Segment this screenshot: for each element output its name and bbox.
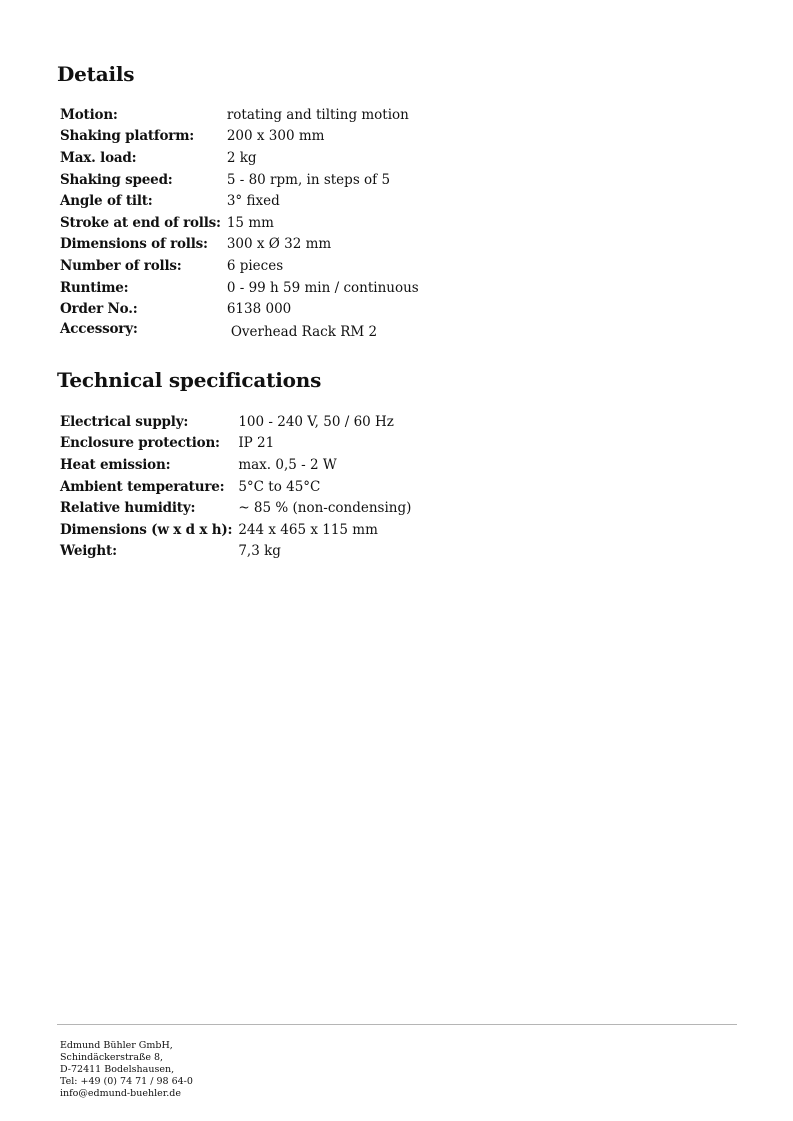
- footer-city: D-72411 Bodelshausen,: [60, 1064, 175, 1075]
- spec-value: 3° fixed: [226, 193, 280, 210]
- details-heading: Details: [57, 62, 135, 86]
- spec-value: 200 x 300 mm: [226, 128, 325, 145]
- spec-value: 244 x 465 x 115 mm: [238, 521, 378, 538]
- table-row: [57, 277, 422, 299]
- footer-phone: Tel: +49 (0) 74 71 / 98 64-0: [60, 1076, 193, 1087]
- table-row: [57, 169, 422, 191]
- footer-email-link[interactable]: info@edmund-buehler.de: [60, 1088, 181, 1099]
- spec-label: Max. load:: [60, 149, 137, 166]
- table-row: [57, 454, 414, 476]
- spec-label: Electrical supply:: [60, 413, 189, 430]
- spec-value: 6 pieces: [226, 257, 284, 274]
- spec-label: Stroke at end of rolls:: [60, 214, 221, 231]
- table-row: [57, 411, 414, 433]
- footer-company: Edmund Bühler GmbH,: [60, 1040, 173, 1051]
- table-row: [57, 541, 414, 563]
- table-row: [57, 190, 422, 212]
- details-table: [57, 104, 422, 351]
- table-row: [57, 234, 422, 256]
- spec-value: 300 x Ø 32 mm: [226, 236, 332, 253]
- table-row: [57, 147, 422, 169]
- spec-label: Accessory:: [60, 320, 138, 337]
- table-row: [57, 255, 422, 277]
- spec-value: IP 21: [238, 435, 275, 452]
- table-row: [57, 519, 414, 541]
- footer-address: [60, 1040, 193, 1100]
- spec-label: Shaking platform:: [60, 128, 195, 145]
- spec-label: Dimensions of rolls:: [60, 236, 208, 253]
- spec-value: rotating and tilting motion: [226, 106, 409, 123]
- table-row: [57, 104, 422, 126]
- table-row: [57, 497, 414, 519]
- table-row: [57, 212, 422, 234]
- spec-value: Overhead Rack RM 2: [230, 323, 378, 340]
- spec-value: 15 mm: [226, 214, 274, 231]
- spec-label: Relative humidity:: [60, 500, 196, 517]
- spec-label: Heat emission:: [60, 456, 171, 473]
- spec-label: Enclosure protection:: [60, 435, 220, 452]
- spec-value: 100 - 240 V, 50 / 60 Hz: [238, 413, 394, 430]
- footer-street: Schindäckerstraße 8,: [60, 1052, 164, 1063]
- spec-value: 2 kg: [226, 149, 257, 166]
- spec-value: 5 - 80 rpm, in steps of 5: [226, 171, 391, 188]
- spec-value: 7,3 kg: [238, 543, 281, 560]
- table-row: [57, 126, 422, 148]
- spec-label: Ambient temperature:: [60, 478, 225, 495]
- spec-label: Shaking speed:: [60, 171, 173, 188]
- spec-value: 6138 000: [226, 301, 292, 318]
- technical-specifications-table: [57, 411, 414, 562]
- table-row: [57, 298, 422, 320]
- spec-label: Number of rolls:: [60, 257, 182, 274]
- technical-specifications-heading: Technical specifications: [57, 368, 322, 392]
- footer-divider: [57, 1024, 737, 1025]
- spec-label: Motion:: [60, 106, 118, 123]
- spec-value: 5°C to 45°C: [238, 478, 321, 495]
- spec-value: 0 - 99 h 59 min / continuous: [226, 279, 419, 296]
- spec-value: max. 0,5 - 2 W: [238, 456, 337, 473]
- spec-value: ~ 85 % (non-condensing): [238, 500, 412, 517]
- table-row: [57, 476, 414, 498]
- spec-label: Weight:: [60, 543, 117, 560]
- spec-label: Runtime:: [60, 279, 129, 296]
- table-row: [57, 433, 414, 455]
- spec-label: Order No.:: [60, 301, 138, 318]
- table-row: [57, 320, 422, 351]
- spec-label: Dimensions (w x d x h):: [60, 521, 233, 538]
- spec-label: Angle of tilt:: [60, 193, 153, 210]
